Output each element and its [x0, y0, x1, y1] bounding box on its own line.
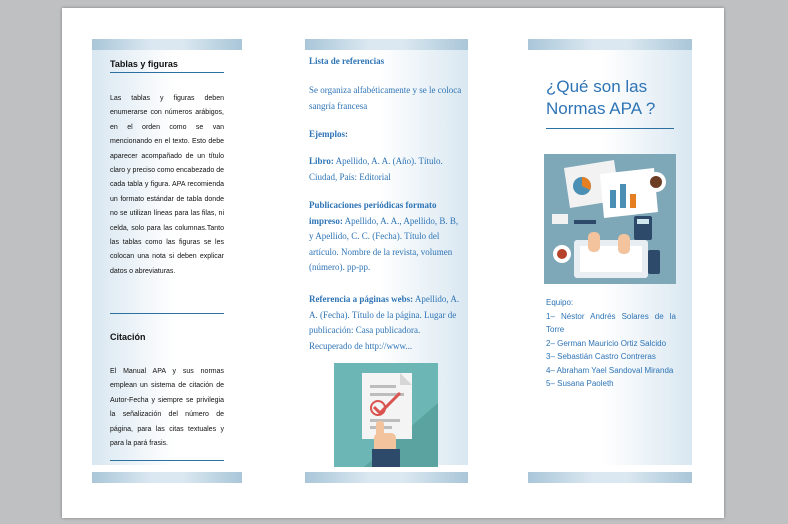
title-rule: [546, 128, 674, 129]
team-label: Equipo:: [546, 298, 574, 307]
examples-label: Ejemplos:: [309, 129, 348, 139]
web-example: Referencia a páginas webs: Apellido, A. A. (Fecha). Título de la página. Lugar de publicación: Casa publicadora. Recuperado de http://www...: [309, 294, 460, 351]
panel-middle-bottom-bar: [305, 472, 468, 483]
tablas-paragraph: Las tablas y figuras deben enumerarse con números arábigos, en el orden como se van mencionando en el texto. Esto debe aparecer acompañado de un título claro y preciso como encabezado de cada tabla y figura. APA recomienda un formato estándar de tabla donde no se utilizan líneas para las filas, ni celda, solo para las columnas.Tanto las tablas como las figuras se les colocan una nota si deben explicar datos o abreviaturas.: [110, 95, 225, 275]
panel-left-bottom-bar: [92, 472, 242, 483]
document-page: [62, 8, 724, 518]
section-heading-citacion: Citación: [110, 332, 146, 342]
team-member: 2– German Mauricio Ortiz Salcido: [546, 338, 667, 348]
panel-left-top-bar: [92, 39, 242, 50]
panel-right-top-bar: [528, 39, 692, 50]
section-heading-tablas: Tablas y figuras: [110, 59, 178, 69]
panel-right-bottom-bar: [528, 472, 692, 483]
team-member: 4– Abraham Yael Sandoval Miranda: [546, 365, 674, 375]
book-example: Libro: Apellido, A. A. (Año). Título. Ciudad, País: Editorial: [309, 156, 443, 182]
references-intro: Se organiza alfabéticamente y se le coloca sangría francesa: [309, 85, 462, 111]
citacion-paragraph: El Manual APA y sus normas emplean un sistema de citación de Autor-Fecha y siempre se privilegia la señalización del número de página, para las citas textuales y para la pará frasis.: [110, 368, 224, 448]
periodical-example: Publicaciones periódicas formato impreso: Apellido, A. A., Apellido, B. B, y Apellido, C. C. (Fecha). Título del artículo. Nombre de la revista, volumen (número). pp-pp.: [309, 200, 459, 272]
checklist-document-icon: [334, 363, 438, 467]
desk-workspace-illustration: [544, 154, 676, 284]
section-rule: [110, 313, 224, 314]
team-member: 3– Sebastián Castro Contreras: [546, 352, 656, 361]
references-heading: Lista de referencias: [309, 56, 385, 66]
section-rule: [110, 72, 224, 73]
page-title: ¿Qué son las Normas APA ?: [546, 77, 656, 118]
team-member: 5– Susana Paoleth: [546, 379, 614, 388]
team-member: 1– Néstor Andrés Solares de la Torre: [546, 311, 676, 334]
section-rule: [110, 460, 224, 461]
team-list: [546, 296, 676, 391]
panel-middle-top-bar: [305, 39, 468, 50]
